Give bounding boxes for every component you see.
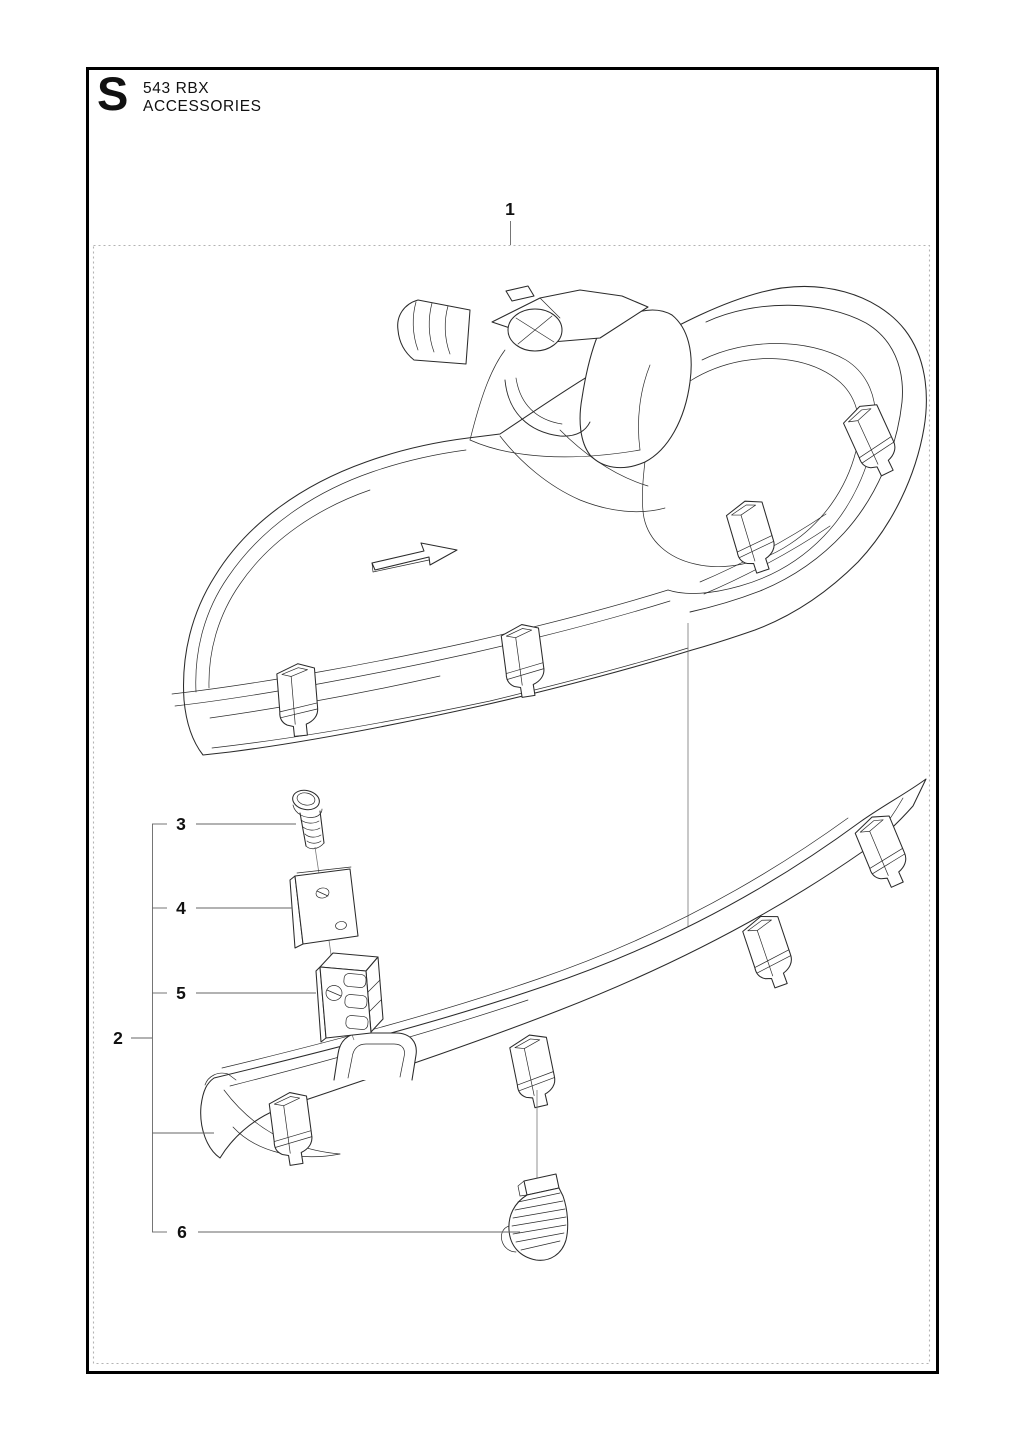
screw-shank (320, 811, 324, 843)
callout-3-label: 3 (176, 814, 186, 834)
guard-extension-illustration (201, 779, 926, 1167)
clip6-body (509, 1188, 568, 1260)
screw-shank (300, 813, 306, 846)
trimmer-guard-illustration (172, 286, 926, 755)
screw-thread (305, 834, 321, 837)
extension-clip (507, 1031, 561, 1110)
section-letter: S (97, 67, 129, 120)
callout-4-label: 4 (176, 898, 186, 918)
guard-clip-illustration (501, 1174, 567, 1260)
extension-clip (267, 1090, 317, 1167)
screw-thread (301, 820, 319, 823)
mount-rib-block (398, 300, 470, 364)
screw-thread (307, 841, 321, 843)
screw-head (291, 788, 321, 812)
mount-side-edge (470, 350, 505, 440)
mount-top-tab (506, 286, 534, 301)
callout-1 (505, 199, 515, 245)
block-front-face (320, 967, 371, 1038)
extension-outline (201, 779, 926, 1158)
clamp-plate-illustration (290, 867, 358, 948)
page-title: ACCESSORIES (143, 98, 262, 115)
screw-thread (303, 827, 320, 830)
screw-illustration (291, 788, 324, 849)
callout-2-label: 2 (113, 1028, 123, 1048)
callout-6-label: 6 (177, 1222, 187, 1242)
plate-face (295, 869, 358, 944)
callout-5-label: 5 (176, 983, 186, 1003)
clamp-block-illustration (316, 953, 383, 1042)
model-label: 543 RBX (143, 80, 210, 97)
callout-1-label: 1 (505, 199, 515, 219)
